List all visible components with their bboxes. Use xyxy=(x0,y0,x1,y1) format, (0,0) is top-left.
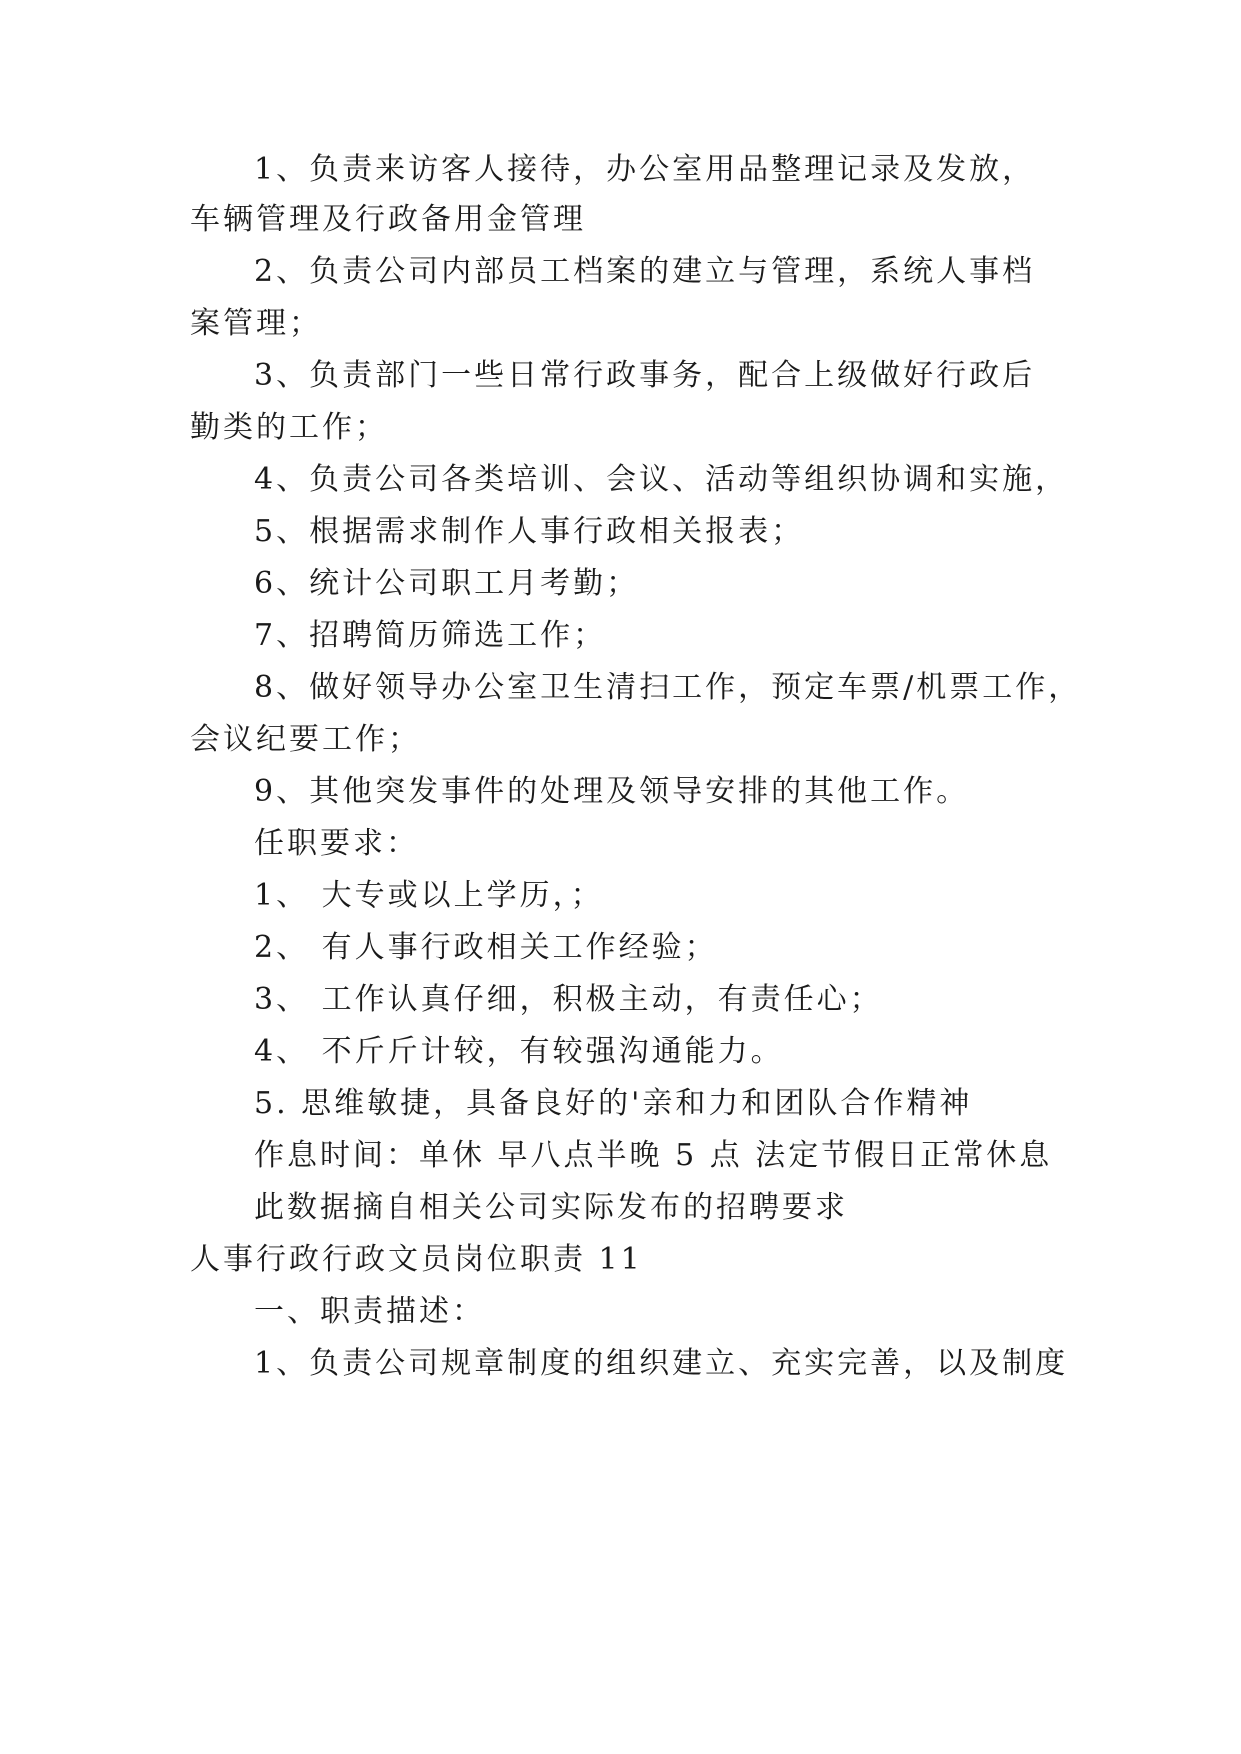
duty-line-4: 4、负责公司各类培训、会议、活动等组织协调和实施， xyxy=(254,462,1069,497)
requirement-line-1: 1、 大专或以上学历，； xyxy=(254,878,604,913)
duty-line-7: 7、招聘简历筛选工作； xyxy=(254,618,607,653)
requirement-line-5: 5. 思维敏捷，具备良好的'亲和力和团队合作精神 xyxy=(254,1086,973,1121)
duty-line-1-cont: 车辆管理及行政备用金管理 xyxy=(190,202,586,237)
duty-line-6: 6、统计公司职工月考勤； xyxy=(254,566,640,601)
section-duty-line-1: 1、负责公司规章制度的组织建立、充实完善，以及制度 xyxy=(254,1346,1069,1381)
requirement-line-4: 4、 不斤斤计较，有较强沟通能力。 xyxy=(254,1034,784,1069)
source-note-line: 此数据摘自相关公司实际发布的招聘要求 xyxy=(254,1190,848,1225)
duty-line-2: 2、负责公司内部员工档案的建立与管理，系统人事档 xyxy=(254,254,1036,289)
requirement-line-3: 3、 工作认真仔细，积极主动，有责任心； xyxy=(254,982,883,1017)
duty-line-3-cont: 勤类的工作； xyxy=(190,410,388,445)
duty-line-2-cont: 案管理； xyxy=(190,306,322,341)
duty-line-9: 9、其他突发事件的处理及领导安排的其他工作。 xyxy=(254,774,970,809)
section-title: 人事行政行政文员岗位职责 11 xyxy=(190,1242,643,1277)
duty-line-3: 3、负责部门一些日常行政事务，配合上级做好行政后 xyxy=(254,358,1036,393)
requirement-line-2: 2、 有人事行政相关工作经验； xyxy=(254,930,718,965)
requirements-heading: 任职要求： xyxy=(254,826,419,861)
section-subheading: 一、职责描述： xyxy=(254,1294,485,1329)
duty-line-8: 8、做好领导办公室卫生清扫工作，预定车票/机票工作， xyxy=(254,670,1082,705)
duty-line-5: 5、根据需求制作人事行政相关报表； xyxy=(254,514,805,549)
duty-line-1: 1、负责来访客人接待，办公室用品整理记录及发放， xyxy=(254,152,1036,187)
work-hours-line: 作息时间：单休 早八点半晚 5 点 法定节假日正常休息 xyxy=(254,1138,1053,1173)
duty-line-8-cont: 会议纪要工作； xyxy=(190,722,421,757)
